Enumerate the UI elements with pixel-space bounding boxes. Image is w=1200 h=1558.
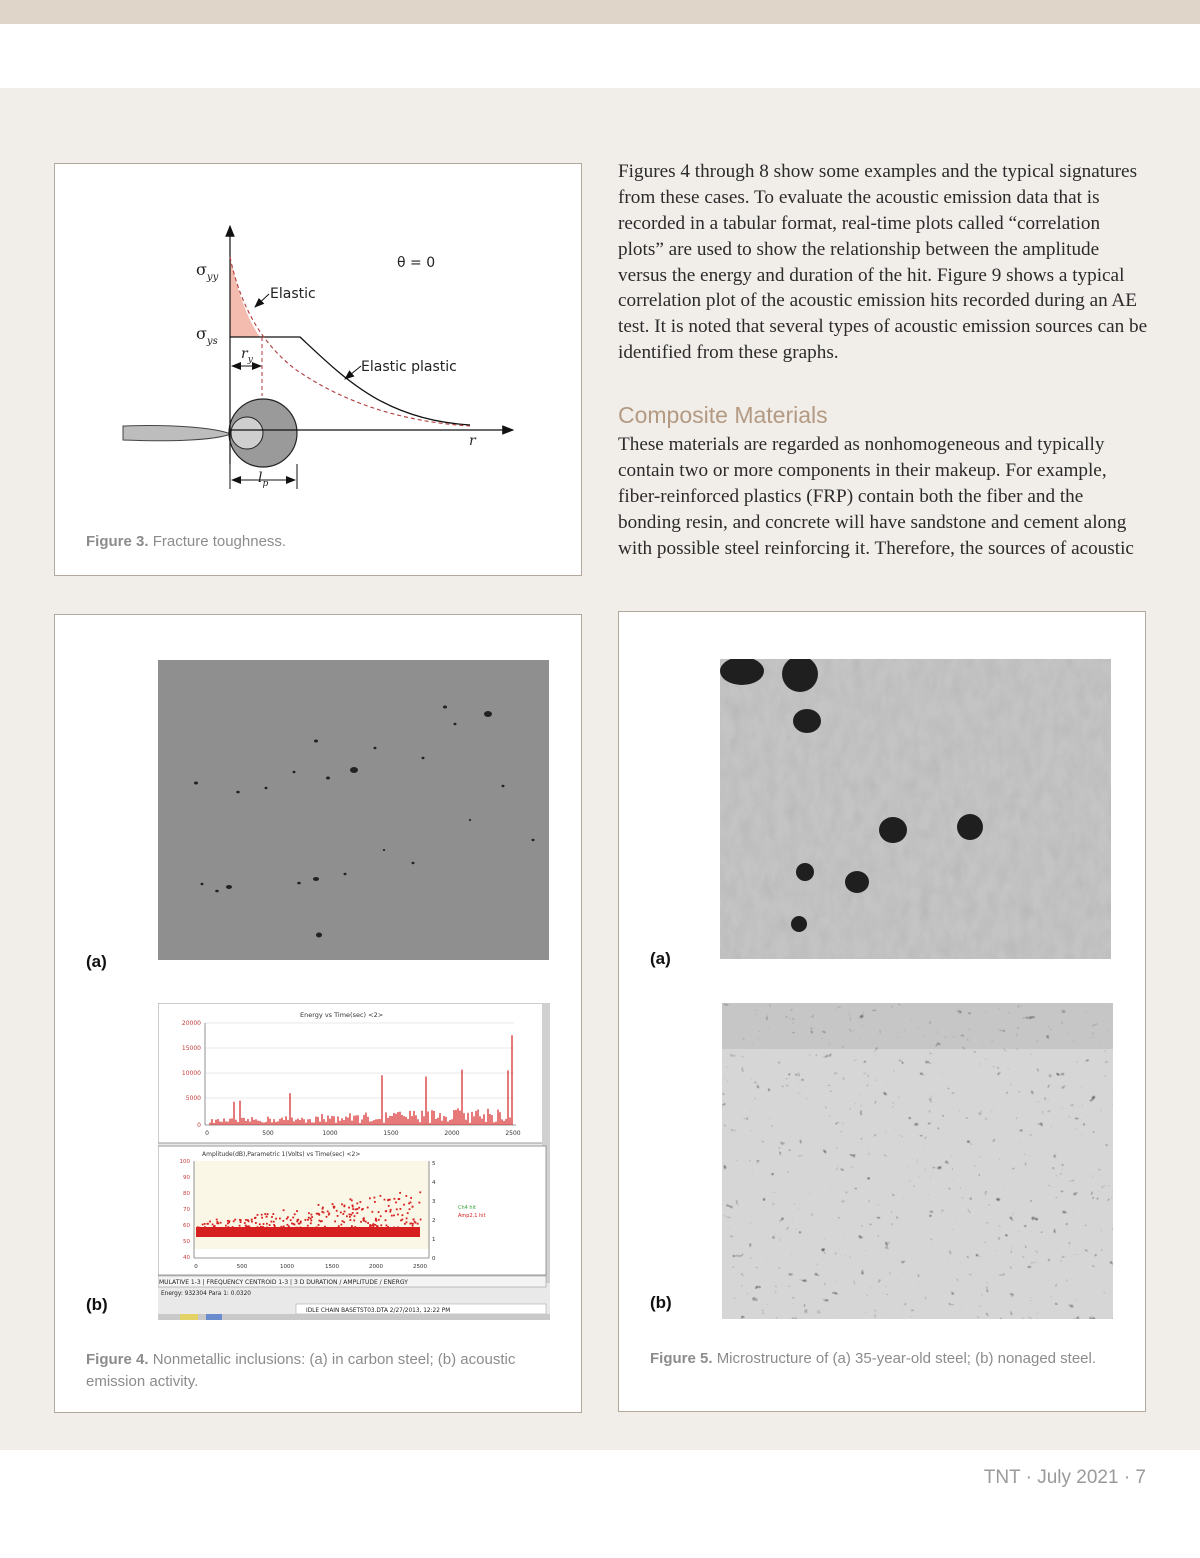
amplitude-hit bbox=[342, 1220, 344, 1222]
amplitude-hit bbox=[239, 1219, 241, 1221]
amplitude-hit bbox=[354, 1215, 356, 1217]
caption-label: Figure 4. bbox=[86, 1351, 149, 1368]
text-line: contain two or more components in their makeup. For example, bbox=[618, 459, 1107, 481]
amplitude-hit bbox=[340, 1212, 342, 1214]
amplitude-hit bbox=[389, 1211, 391, 1213]
amplitude-hit bbox=[247, 1219, 249, 1221]
amplitude-hit bbox=[349, 1214, 351, 1216]
x-tick: 0 bbox=[205, 1130, 209, 1137]
amplitude-hit bbox=[350, 1219, 352, 1221]
amplitude-hit bbox=[334, 1206, 336, 1208]
text-line: from these cases. To evaluate the acoustic emission data that is bbox=[618, 186, 1100, 208]
amplitude-hit bbox=[348, 1207, 350, 1209]
amplitude-hit bbox=[310, 1222, 312, 1224]
text-line: versus the energy and duration of the hit. Figure 9 shows a typical bbox=[618, 264, 1125, 286]
y-tick: 5000 bbox=[185, 1095, 201, 1102]
amplitude-hit bbox=[244, 1222, 246, 1224]
amplitude-hit bbox=[323, 1212, 325, 1214]
y-tick: 10000 bbox=[181, 1070, 201, 1077]
y-tick: 100 bbox=[179, 1159, 190, 1165]
text-line: Figures 4 through 8 show some examples and the typical signatures bbox=[618, 161, 1138, 182]
amplitude-hit bbox=[419, 1202, 421, 1204]
amplitude-hit bbox=[393, 1215, 395, 1217]
text-line: These materials are regarded as nonhomogeneous and typically bbox=[618, 434, 1105, 455]
amplitude-hit bbox=[367, 1207, 369, 1209]
x-tick: 1500 bbox=[325, 1264, 339, 1270]
amplitude-hit bbox=[337, 1215, 339, 1217]
amplitude-hit bbox=[355, 1209, 357, 1211]
amplitude-hit bbox=[369, 1197, 371, 1199]
amplitude-hit bbox=[367, 1222, 369, 1224]
x-tick: 0 bbox=[194, 1264, 198, 1270]
text-line: bonding resin, and concrete will have sandstone and cement along bbox=[618, 511, 1127, 533]
status-line-2: IDLE CHAIN BASETST03.DTA 2/27/2013, 12:22 PM bbox=[306, 1308, 451, 1314]
amplitude-hit bbox=[341, 1203, 343, 1205]
amplitude-hit bbox=[273, 1221, 275, 1223]
amplitude-hit bbox=[254, 1217, 256, 1219]
amplitude-hit bbox=[251, 1219, 253, 1221]
status-line-1: Energy: 932304 Para 1: 0.0320 bbox=[161, 1291, 251, 1297]
text-line: test. It is noted that several types of acoustic emission sources can be bbox=[618, 316, 1148, 338]
amplitude-hit bbox=[311, 1214, 313, 1216]
amplitude-hit bbox=[396, 1208, 398, 1210]
figure-3-caption bbox=[86, 531, 556, 553]
amplitude-hit bbox=[360, 1221, 362, 1223]
elastic-leader bbox=[255, 294, 269, 307]
caption-text: Nonmetallic inclusions: (a) in carbon steel; (b) acoustic emission activity. bbox=[86, 1351, 516, 1390]
figure-4a-label: (a) bbox=[86, 952, 107, 971]
x-tick: 2500 bbox=[413, 1264, 427, 1270]
caption-text: Fracture toughness. bbox=[152, 533, 287, 550]
amplitude-hit bbox=[400, 1208, 402, 1210]
y2-tick: 4 bbox=[432, 1180, 436, 1186]
amplitude-hit bbox=[294, 1213, 296, 1215]
sigma-ys-subscript: ys bbox=[206, 336, 218, 347]
caption-label: Figure 3. bbox=[86, 533, 149, 550]
amplitude-hit bbox=[217, 1221, 219, 1223]
amplitude-hit bbox=[229, 1220, 231, 1222]
lp-subscript: p bbox=[262, 479, 269, 489]
amplitude-hit bbox=[346, 1215, 348, 1217]
amplitude-hit bbox=[266, 1223, 268, 1225]
figure-5-box bbox=[618, 611, 1146, 1412]
amplitude-hit bbox=[344, 1211, 346, 1213]
amplitude-hit bbox=[298, 1223, 300, 1225]
legend-2: Amp2.1 hit bbox=[458, 1213, 486, 1219]
amplitude-hit bbox=[353, 1220, 355, 1222]
amplitude-hit bbox=[372, 1211, 374, 1213]
amplitude-hit bbox=[255, 1222, 257, 1224]
amplitude-hit bbox=[356, 1203, 358, 1205]
amplitude-hit bbox=[239, 1225, 241, 1227]
amplitude-hit bbox=[369, 1224, 371, 1226]
amplitude-hit bbox=[322, 1208, 324, 1210]
body-paragraph-2 bbox=[618, 432, 1148, 561]
amplitude-hit bbox=[316, 1213, 318, 1215]
amplitude-hit bbox=[386, 1225, 388, 1227]
amplitude-hit bbox=[204, 1223, 206, 1225]
x-tick: 2500 bbox=[505, 1130, 521, 1137]
amplitude-hit bbox=[251, 1221, 253, 1223]
amplitude-hit bbox=[350, 1214, 352, 1216]
amplitude-hit bbox=[274, 1225, 276, 1227]
amplitude-hit bbox=[395, 1202, 397, 1204]
text-line: identified from these graphs. bbox=[618, 342, 839, 364]
amplitude-hit bbox=[310, 1220, 312, 1222]
y-tick: 20000 bbox=[181, 1020, 201, 1027]
amplitude-hit bbox=[296, 1210, 298, 1212]
text-line: plots” are used to show the relationship between the amplitude bbox=[618, 238, 1100, 260]
figure-4-caption bbox=[86, 1349, 556, 1393]
r-axis-label: r bbox=[469, 433, 476, 449]
svg-text:σys bbox=[196, 324, 218, 347]
amplitude-hit bbox=[374, 1197, 376, 1199]
amplitude-hit bbox=[352, 1208, 354, 1210]
amplitude-hit bbox=[404, 1223, 406, 1225]
amplitude-hit bbox=[391, 1215, 393, 1217]
elastic-label: Elastic bbox=[270, 286, 316, 302]
amplitude-hit bbox=[327, 1211, 329, 1213]
text-line: fiber-reinforced plastics (FRP) contain both the fiber and the bbox=[618, 485, 1084, 507]
aged-steel-microstructure-photo bbox=[720, 659, 1111, 959]
amplitude-hit bbox=[233, 1220, 235, 1222]
amplitude-hit bbox=[350, 1198, 352, 1200]
amplitude-hit bbox=[257, 1214, 259, 1216]
elastic-plastic-label: Elastic plastic bbox=[361, 359, 457, 375]
amplitude-hit bbox=[341, 1224, 343, 1226]
amplitude-hit bbox=[356, 1212, 358, 1214]
x-tick: 500 bbox=[262, 1130, 274, 1137]
amplitude-hit bbox=[320, 1221, 322, 1223]
amplitude-hit bbox=[318, 1224, 320, 1226]
text-line: correlation plot of the acoustic emission hits recorded during an AE bbox=[618, 290, 1137, 312]
amplitude-hit bbox=[209, 1221, 211, 1223]
figure-5-caption bbox=[650, 1348, 1120, 1370]
amplitude-hit bbox=[410, 1202, 412, 1204]
tab-labels: MULATIVE 1-3 | FREQUENCY CENTROID 1-3 | 3 D DURATION / AMPLITUDE / ENERGY bbox=[159, 1279, 408, 1286]
amplitude-hit bbox=[308, 1212, 310, 1214]
y-tick: 50 bbox=[183, 1239, 190, 1245]
lp-label: l bbox=[258, 470, 263, 486]
sigma-yy-subscript: yy bbox=[206, 272, 219, 283]
amplitude-hit bbox=[308, 1217, 310, 1219]
amplitude-hit bbox=[282, 1220, 284, 1222]
y2-tick: 0 bbox=[432, 1256, 436, 1262]
amplitude-hit bbox=[234, 1219, 236, 1221]
amplitude-hit bbox=[372, 1224, 374, 1226]
amplitude-hit bbox=[291, 1223, 293, 1225]
figure-4b-label: (b) bbox=[86, 1295, 108, 1314]
amplitude-hit-band bbox=[196, 1227, 420, 1237]
section-heading: Composite Materials bbox=[618, 402, 828, 428]
amplitude-hit bbox=[207, 1223, 209, 1225]
amplitude-hit bbox=[267, 1213, 269, 1215]
amplitude-hit bbox=[272, 1213, 274, 1215]
amplitude-hit bbox=[318, 1213, 320, 1215]
amplitude-hit bbox=[332, 1203, 334, 1205]
amplitude-hit bbox=[352, 1212, 354, 1214]
amplitude-hit bbox=[409, 1208, 411, 1210]
text-line: recorded in a tabular format, real-time plots called “correlation bbox=[618, 212, 1101, 234]
amplitude-hit bbox=[406, 1218, 408, 1220]
amplitude-hit bbox=[388, 1205, 390, 1207]
amplitude-hit bbox=[287, 1224, 289, 1226]
amplitude-hit bbox=[271, 1216, 273, 1218]
nonaged-steel-microstructure-photo bbox=[722, 1003, 1113, 1319]
amplitude-hit bbox=[349, 1216, 351, 1218]
amplitude-hit bbox=[202, 1224, 204, 1226]
y-tick: 60 bbox=[183, 1223, 190, 1229]
y-tick: 70 bbox=[183, 1207, 190, 1213]
amplitude-hit bbox=[374, 1201, 376, 1203]
amplitude-hit bbox=[363, 1217, 365, 1219]
x-tick: 2000 bbox=[444, 1130, 460, 1137]
page-footer: TNT · July 2021 · 7 bbox=[983, 1467, 1146, 1488]
y2-tick: 2 bbox=[432, 1218, 436, 1224]
amplitude-hit bbox=[266, 1216, 268, 1218]
amplitude-hit bbox=[343, 1205, 345, 1207]
y-tick: 40 bbox=[183, 1255, 190, 1261]
amplitude-hit bbox=[380, 1195, 382, 1197]
amplitude-hit bbox=[318, 1204, 320, 1206]
amplitude-hit bbox=[296, 1221, 298, 1223]
caption-text: Microstructure of (a) 35-year-old steel; (b) nonaged steel. bbox=[716, 1350, 1097, 1367]
sigma-yy-label: σ bbox=[196, 260, 207, 279]
amplitude-hit bbox=[365, 1221, 367, 1223]
amplitude-hit bbox=[286, 1218, 288, 1220]
theta-label: θ = 0 bbox=[397, 255, 436, 271]
amplitude-hit bbox=[261, 1214, 263, 1216]
figure-5a-label: (a) bbox=[650, 949, 671, 968]
x-tick: 1000 bbox=[280, 1264, 294, 1270]
amplitude-hit bbox=[390, 1209, 392, 1211]
amplitude-hit bbox=[412, 1225, 414, 1227]
amplitude-hit bbox=[407, 1212, 409, 1214]
amplitude-hit bbox=[362, 1208, 364, 1210]
amplitude-hit bbox=[417, 1223, 419, 1225]
amplitude-hit bbox=[412, 1206, 414, 1208]
y2-tick: 1 bbox=[432, 1237, 436, 1243]
y2-tick: 5 bbox=[432, 1161, 436, 1167]
amplitude-hit bbox=[311, 1216, 313, 1218]
amplitude-hit bbox=[397, 1214, 399, 1216]
amplitude-hit bbox=[279, 1218, 281, 1220]
amplitude-hit bbox=[263, 1223, 265, 1225]
amplitude-hit bbox=[270, 1221, 272, 1223]
amplitude-hit bbox=[385, 1219, 387, 1221]
text-line: with possible steel reinforcing it. Therefore, the sources of acoustic bbox=[618, 537, 1134, 559]
amplitude-hit bbox=[387, 1199, 389, 1201]
amplitude-hit bbox=[212, 1224, 214, 1226]
carbon-steel-inclusions-photo bbox=[158, 660, 549, 960]
y-tick: 15000 bbox=[181, 1045, 201, 1052]
amplitude-hit bbox=[357, 1208, 359, 1210]
x-tick: 2000 bbox=[369, 1264, 383, 1270]
amplitude-hit bbox=[419, 1191, 421, 1193]
amplitude-hit bbox=[217, 1223, 219, 1225]
amplitude-hit bbox=[297, 1219, 299, 1221]
amplitude-hit bbox=[240, 1221, 242, 1223]
amplitude-hit bbox=[225, 1225, 227, 1227]
amplitude-hit bbox=[275, 1218, 277, 1220]
amplitude-hit bbox=[334, 1221, 336, 1223]
amplitude-hit bbox=[402, 1214, 404, 1216]
svg-text:lp bbox=[258, 470, 268, 489]
amplitude-hit bbox=[410, 1197, 412, 1199]
amplitude-hit bbox=[420, 1219, 422, 1221]
amplitude-hit bbox=[398, 1198, 400, 1200]
svg-text:ry bbox=[241, 346, 254, 365]
amplitude-plot-title: Amplitude(dB),Parametric 1(Volts) vs Time(sec) <2> bbox=[202, 1151, 361, 1158]
amplitude-hit bbox=[380, 1224, 382, 1226]
inner-zone-circle bbox=[231, 417, 263, 449]
amplitude-hit bbox=[264, 1213, 266, 1215]
amplitude-hit bbox=[292, 1217, 294, 1219]
y2-tick: 3 bbox=[432, 1199, 436, 1205]
amplitude-hit bbox=[269, 1224, 271, 1226]
x-tick: 1000 bbox=[322, 1130, 338, 1137]
amplitude-hit bbox=[307, 1219, 309, 1221]
amplitude-hit bbox=[414, 1221, 416, 1223]
amplitude-hit bbox=[409, 1223, 411, 1225]
amplitude-hit bbox=[343, 1221, 345, 1223]
y-tick: 0 bbox=[197, 1122, 201, 1129]
y-tick: 80 bbox=[183, 1191, 190, 1197]
amplitude-hit bbox=[376, 1220, 378, 1222]
amplitude-hit bbox=[406, 1221, 408, 1223]
amplitude-hit bbox=[283, 1209, 285, 1211]
amplitude-hit bbox=[378, 1219, 380, 1221]
amplitude-hit bbox=[307, 1225, 309, 1227]
amplitude-hit bbox=[399, 1192, 401, 1194]
amplitude-hit bbox=[300, 1221, 302, 1223]
amplitude-hit bbox=[259, 1223, 261, 1225]
amplitude-hit bbox=[352, 1206, 354, 1208]
amplitude-hit bbox=[336, 1210, 338, 1212]
x-tick: 500 bbox=[236, 1264, 248, 1270]
crack-shape bbox=[123, 425, 231, 440]
amplitude-hit bbox=[412, 1223, 414, 1225]
y-tick: 90 bbox=[183, 1175, 190, 1181]
figure-4-box bbox=[54, 614, 582, 1413]
ry-label: r bbox=[241, 346, 248, 362]
energy-plot-title: Energy vs Time(sec) <2> bbox=[300, 1011, 384, 1019]
top-strip bbox=[0, 0, 1200, 24]
amplitude-hit bbox=[384, 1199, 386, 1201]
amplitude-hit bbox=[290, 1219, 292, 1221]
amplitude-hit bbox=[245, 1219, 247, 1221]
amplitude-hit bbox=[394, 1198, 396, 1200]
ae-activity-screenshot bbox=[158, 1003, 550, 1320]
amplitude-hit bbox=[305, 1219, 307, 1221]
body-paragraph-1 bbox=[618, 159, 1148, 366]
amplitude-hit bbox=[261, 1217, 263, 1219]
amplitude-hit bbox=[216, 1219, 218, 1221]
amplitude-hit bbox=[220, 1222, 222, 1224]
elastic-plastic-leader bbox=[345, 366, 361, 379]
fracture-toughness-diagram bbox=[55, 164, 583, 577]
amplitude-hit bbox=[374, 1224, 376, 1226]
legend-1: Ch4 hit bbox=[458, 1205, 476, 1211]
ry-subscript: y bbox=[247, 355, 253, 365]
amplitude-hit bbox=[400, 1220, 402, 1222]
sigma-ys-label: σ bbox=[196, 324, 207, 343]
figure-3-box bbox=[54, 163, 582, 576]
amplitude-hit bbox=[378, 1211, 380, 1213]
caption-label: Figure 5. bbox=[650, 1350, 713, 1367]
amplitude-hit bbox=[351, 1225, 353, 1227]
figure-5b-label: (b) bbox=[650, 1293, 672, 1312]
svg-text:σyy bbox=[196, 260, 219, 283]
amplitude-hit bbox=[363, 1219, 365, 1221]
amplitude-hit bbox=[342, 1213, 344, 1215]
amplitude-hit bbox=[385, 1210, 387, 1212]
amplitude-hit bbox=[380, 1215, 382, 1217]
amplitude-hit bbox=[358, 1207, 360, 1209]
amplitude-hit bbox=[338, 1225, 340, 1227]
amplitude-hit bbox=[328, 1213, 330, 1215]
amplitude-hit bbox=[403, 1204, 405, 1206]
x-tick: 1500 bbox=[383, 1130, 399, 1137]
amplitude-hit bbox=[326, 1216, 328, 1218]
amplitude-hit bbox=[360, 1201, 362, 1203]
amplitude-hit bbox=[405, 1195, 407, 1197]
amplitude-hit bbox=[413, 1218, 415, 1220]
